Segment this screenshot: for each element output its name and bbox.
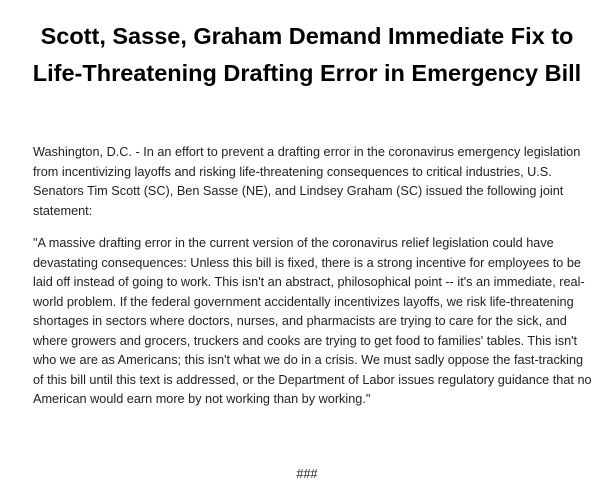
statement-quote-paragraph: "A massive drafting error in the current version of the coronavirus relief legislation could have devastating consequences: Unless this bill is fixed, there is a strong incentive for employees to be laid off instead of going to work. This isn't an abstract, philosophical point -- it's an immediate, real-world problem. If the federal government accidentally incentivizes layoffs, we risk life-threatening shortages in sectors where doctors, nurses, and pharmacists are trying to care for the sick, and where growers and grocers, truckers and cooks are trying to get food to families' tables. This isn't who we are as Americans; this isn't what we do in a crisis. We must sadly oppose the fast-tracking of this bill until this text is addressed, or the Department of Labor issues regulatory guidance that no American would earn more by not working than by working." <box>33 236 592 406</box>
intro-paragraph: Washington, D.C. - In an effort to prevent a drafting error in the coronavirus emergency legislation from incentivizing layoffs and risking life-threatening consequences to critical industries, U.S. Senators Tim Scott (SC), Ben Sasse (NE), and Lindsey Graham (SC) issued the following joint statement: <box>33 145 581 218</box>
end-of-release-mark: ### <box>296 467 318 481</box>
page-title: Scott, Sasse, Graham Demand Immediate Fix to Life-Threatening Drafting Error in Emergency Bill <box>32 23 582 86</box>
